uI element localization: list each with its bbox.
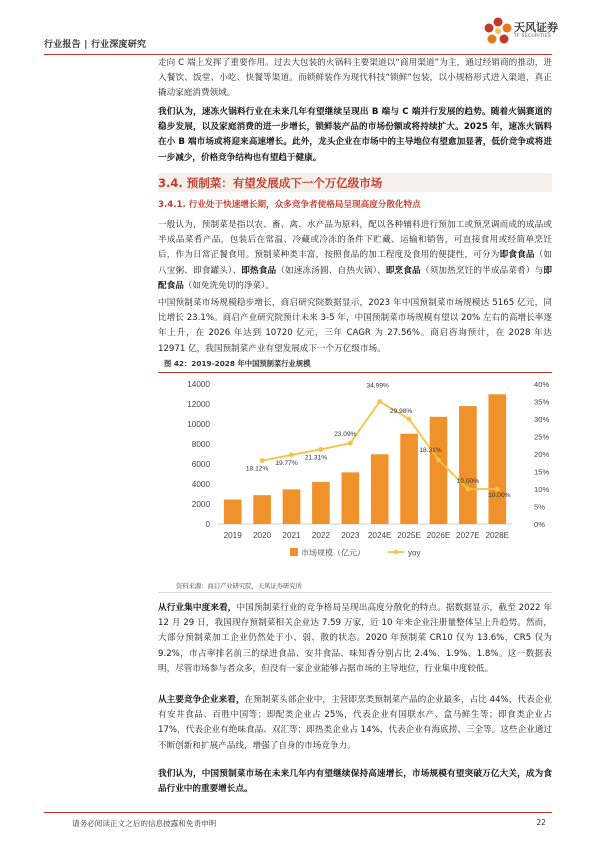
yoy-point — [495, 487, 500, 492]
bar-market-size — [312, 482, 330, 524]
yoy-point — [319, 447, 324, 452]
definition-text-d: （须加热烹饪的半成品菜肴）与 — [420, 265, 544, 276]
definition-text-b: （如八宝粥、即食罐头）、 — [158, 250, 552, 276]
left-axis-tick-label: 12000 — [187, 400, 210, 409]
bar-market-size — [224, 500, 242, 524]
page-number: 22 — [536, 818, 546, 827]
section-heading — [158, 173, 552, 192]
yoy-point — [377, 399, 382, 404]
legend-swatch-bar — [290, 548, 298, 556]
legend-label-market-size: 市场规模（亿元） — [301, 548, 365, 558]
x-axis-tick-label: 2021 — [282, 531, 301, 540]
bar-market-size — [459, 406, 477, 524]
paragraph-intro: 走向 C 端上发挥了重要作用。过去大包装的火锅料主要渠道以“商用渠道”为主，通过经销商的推动，进入餐饮、饭堂、小吃、快餐等渠道。而锁鲜装作为现代科技“锁鲜”包装，以小规格形式进入渠道，真正撬动家庭消费领域。 — [158, 58, 552, 99]
bar-market-size — [283, 489, 301, 524]
left-axis-tick-label: 0 — [205, 520, 210, 529]
header-divider — [44, 54, 552, 55]
paragraph-definition — [158, 218, 552, 294]
bar-market-size — [341, 472, 359, 524]
x-axis-tick-label: 2027E — [456, 531, 480, 540]
figure-divider — [158, 592, 552, 593]
yoy-data-label: 23.09% — [334, 431, 357, 439]
chart-container — [160, 376, 552, 572]
term-ready-to-eat: 即食食品 — [499, 250, 535, 261]
yoy-data-label: 18.31% — [419, 446, 442, 454]
right-axis-tick-label: 40% — [534, 380, 550, 389]
logo-name-en: TF SECURITIES — [514, 34, 552, 39]
x-axis-tick-label: 2022 — [311, 531, 331, 540]
bar-market-size — [371, 454, 389, 524]
x-axis-tick-label: 2028E — [485, 531, 510, 540]
yoy-data-label: 34.99% — [366, 382, 389, 390]
company-logo — [483, 16, 563, 50]
paragraph-market-size: 中国预制菜市场规模稳步增长，商启研究院数据显示，2023 年中国预制菜市场规模达 5165 亿元，同比增长 23.1%。商启产业研究院预计未来 3-5 年，中国预制菜市场规模有望以 20% 左右的高增长率逐年上升，在 2026 年达到 10720 亿元，三年 CAGR 为 27.56%。商启咨询预计，在 2028 年达 12971 亿，我国预制菜产业有望发展成下一个万亿级市场。 — [158, 298, 552, 354]
yoy-data-label: 29.98% — [389, 408, 413, 416]
term-ready-to-cook: 即烹食品 — [385, 265, 421, 276]
x-axis-tick-label: 2020 — [252, 531, 272, 540]
x-axis-tick-label: 2019 — [223, 531, 242, 540]
page-header — [44, 30, 552, 58]
definition-text-a: 一般认为，预制菜是指以农、畜、禽、水产品为原料，配以各种辅料进行预加工或预烹调而成的成品或半成品菜肴产品，包装后在常温、冷藏或冷冻的条件下贮藏、运输和销售，可直接食用或经简单烹饪后，作为日常正餐食用。预制菜种类丰富，按照食品的加工程度及食用的便捷性，可分为 — [158, 220, 552, 261]
right-axis-tick-label: 35% — [534, 397, 550, 407]
definition-text-c: （如速冻汤圆、自热火锅）、 — [276, 265, 386, 276]
right-axis-tick-label: 20% — [534, 450, 550, 459]
right-axis-tick-label: 0% — [534, 520, 545, 529]
section-heading-text: 3.4. 预制菜：有望发展成下一个万亿级市场 — [158, 176, 383, 190]
figure-source: 资料来源：商启产业研究院，天风证券研究所 — [176, 583, 302, 590]
left-axis-tick-label: 8000 — [191, 440, 210, 449]
left-axis-tick-label: 4000 — [191, 480, 210, 489]
definition-text-e: （如免洗免切的净菜）。 — [183, 280, 275, 291]
right-axis-tick-label: 30% — [534, 415, 550, 424]
bar-market-size — [400, 434, 418, 524]
yoy-data-label: 19.77% — [275, 459, 298, 467]
left-axis-tick-label: 14000 — [187, 380, 210, 389]
left-axis-tick-label: 2000 — [191, 500, 210, 509]
right-axis-tick-label: 15% — [534, 467, 550, 477]
bar-market-size — [488, 394, 506, 524]
page-footer — [44, 812, 552, 830]
yoy-data-label: 18.12% — [245, 465, 269, 473]
subsection-heading: 3.4.1. 行业处于快速增长期，众多竞争者使格局呈现高度分散化特点 — [158, 200, 421, 210]
term-ready-to-heat: 即热食品 — [241, 265, 277, 276]
concentration-lead: 从行业集中度来看， — [158, 603, 237, 613]
yoy-point — [407, 417, 412, 422]
paragraph-concentration — [158, 601, 552, 677]
yoy-point — [466, 487, 471, 492]
bar-market-size — [430, 417, 448, 524]
footer-divider — [44, 812, 552, 813]
yoy-point — [260, 458, 265, 463]
figure-title: 图 42：2019-2028 年中国预制菜行业规模 — [164, 359, 311, 368]
competitors-body: 在预制菜头部企业中，主营即烹类预制菜产品的企业最多，占比 44%，代表企业有安井食品、百胜中国等；即配类企业占 25%，代表企业有国联水产、盒马鲜生等；即食类企业占 17%，代表企业有绝味食品、双汇等；即热类企业占 14%，代表企业有海底捞、三全等。这些企业通过不断创新和扩展产品线，增强了自身的市场竞争力。 — [158, 695, 552, 751]
bar-market-size — [253, 495, 271, 524]
paragraph-final-conclusion: 我们认为，中国预制菜市场在未来几年内有望继续保持高速增长，市场规模有望突破万亿大关，成为食品行业中的重要增长点。 — [158, 769, 552, 795]
right-axis-tick-label: 5% — [534, 502, 545, 512]
figure-title-bar — [158, 357, 552, 373]
yoy-point — [348, 441, 353, 446]
legend-label-yoy: yoy — [408, 548, 421, 558]
right-axis-tick-label: 10% — [534, 485, 550, 494]
left-axis-tick-label: 6000 — [191, 460, 210, 469]
x-axis-tick-label: 2025E — [397, 531, 421, 540]
paragraph-competitors — [158, 693, 552, 754]
yoy-point — [436, 458, 441, 463]
yoy-point — [289, 452, 294, 457]
right-axis-tick-label: 25% — [534, 432, 550, 442]
x-axis-tick-label: 2023 — [341, 531, 360, 540]
yoy-data-label: 10.00% — [456, 478, 480, 485]
footer-disclaimer: 请务必阅读正文之后的信息披露和免责申明 — [72, 819, 217, 828]
yoy-data-label: 21.31% — [304, 454, 328, 462]
concentration-body: 中国预制菜行业的竞争格局呈现出高度分散化的特点。据数据显示，截至 2022 年 12 月 29 日，我国现存预制菜相关企业达 7.59 万家，近 10 年来企业注册量整体呈上升趋势。然而，大部分预制菜加工企业仍然处于小、弱、散的状态。2020 年预制菜 CR10 仅为 13.6%，CR5 仅为 9.2%，市占率排名前三的绿进食品、安井食品、味知香分别占比 2.4%、1.9%、1.8%。这一数据表明，尽管市场参与者众多，但没有一家企业能够占据市场的主导地位，行业集中度较低。 — [158, 603, 552, 674]
term-ready-to-assemble: 即配食品 — [158, 265, 552, 291]
x-axis-tick-label: 2024E — [367, 531, 392, 540]
paragraph-hotpot-conclusion: 我们认为，速冻火锅料行业在未来几年有望继续呈现出 B 端与 C 端并行发展的趋势。随着火锅赛道的稳步发展，以及家庭消费的进一步增长，锁鲜装产品的市场份额或将持续扩大。2025 年，速冻火锅料在小 B 端市场或将迎来高速增长。此外，龙头企业在市场中的主导地位有望愈加显著，低价竞争或将进一步减少，价格竞争结构也有望趋于健康。 — [158, 107, 552, 163]
yoy-data-label: 10.00% — [488, 492, 511, 499]
flower-logo-icon — [483, 16, 513, 48]
market-size-chart — [160, 376, 552, 572]
x-axis-tick-label: 2026E — [426, 531, 451, 540]
competitors-lead: 从主要竞争企业来看， — [158, 695, 245, 705]
header-title: 行业报告 | 行业深度研究 — [44, 40, 147, 50]
logo-name-cn: 天风证券 — [514, 21, 558, 34]
left-axis-tick-label: 10000 — [187, 420, 210, 429]
legend-swatch-point — [394, 550, 398, 554]
